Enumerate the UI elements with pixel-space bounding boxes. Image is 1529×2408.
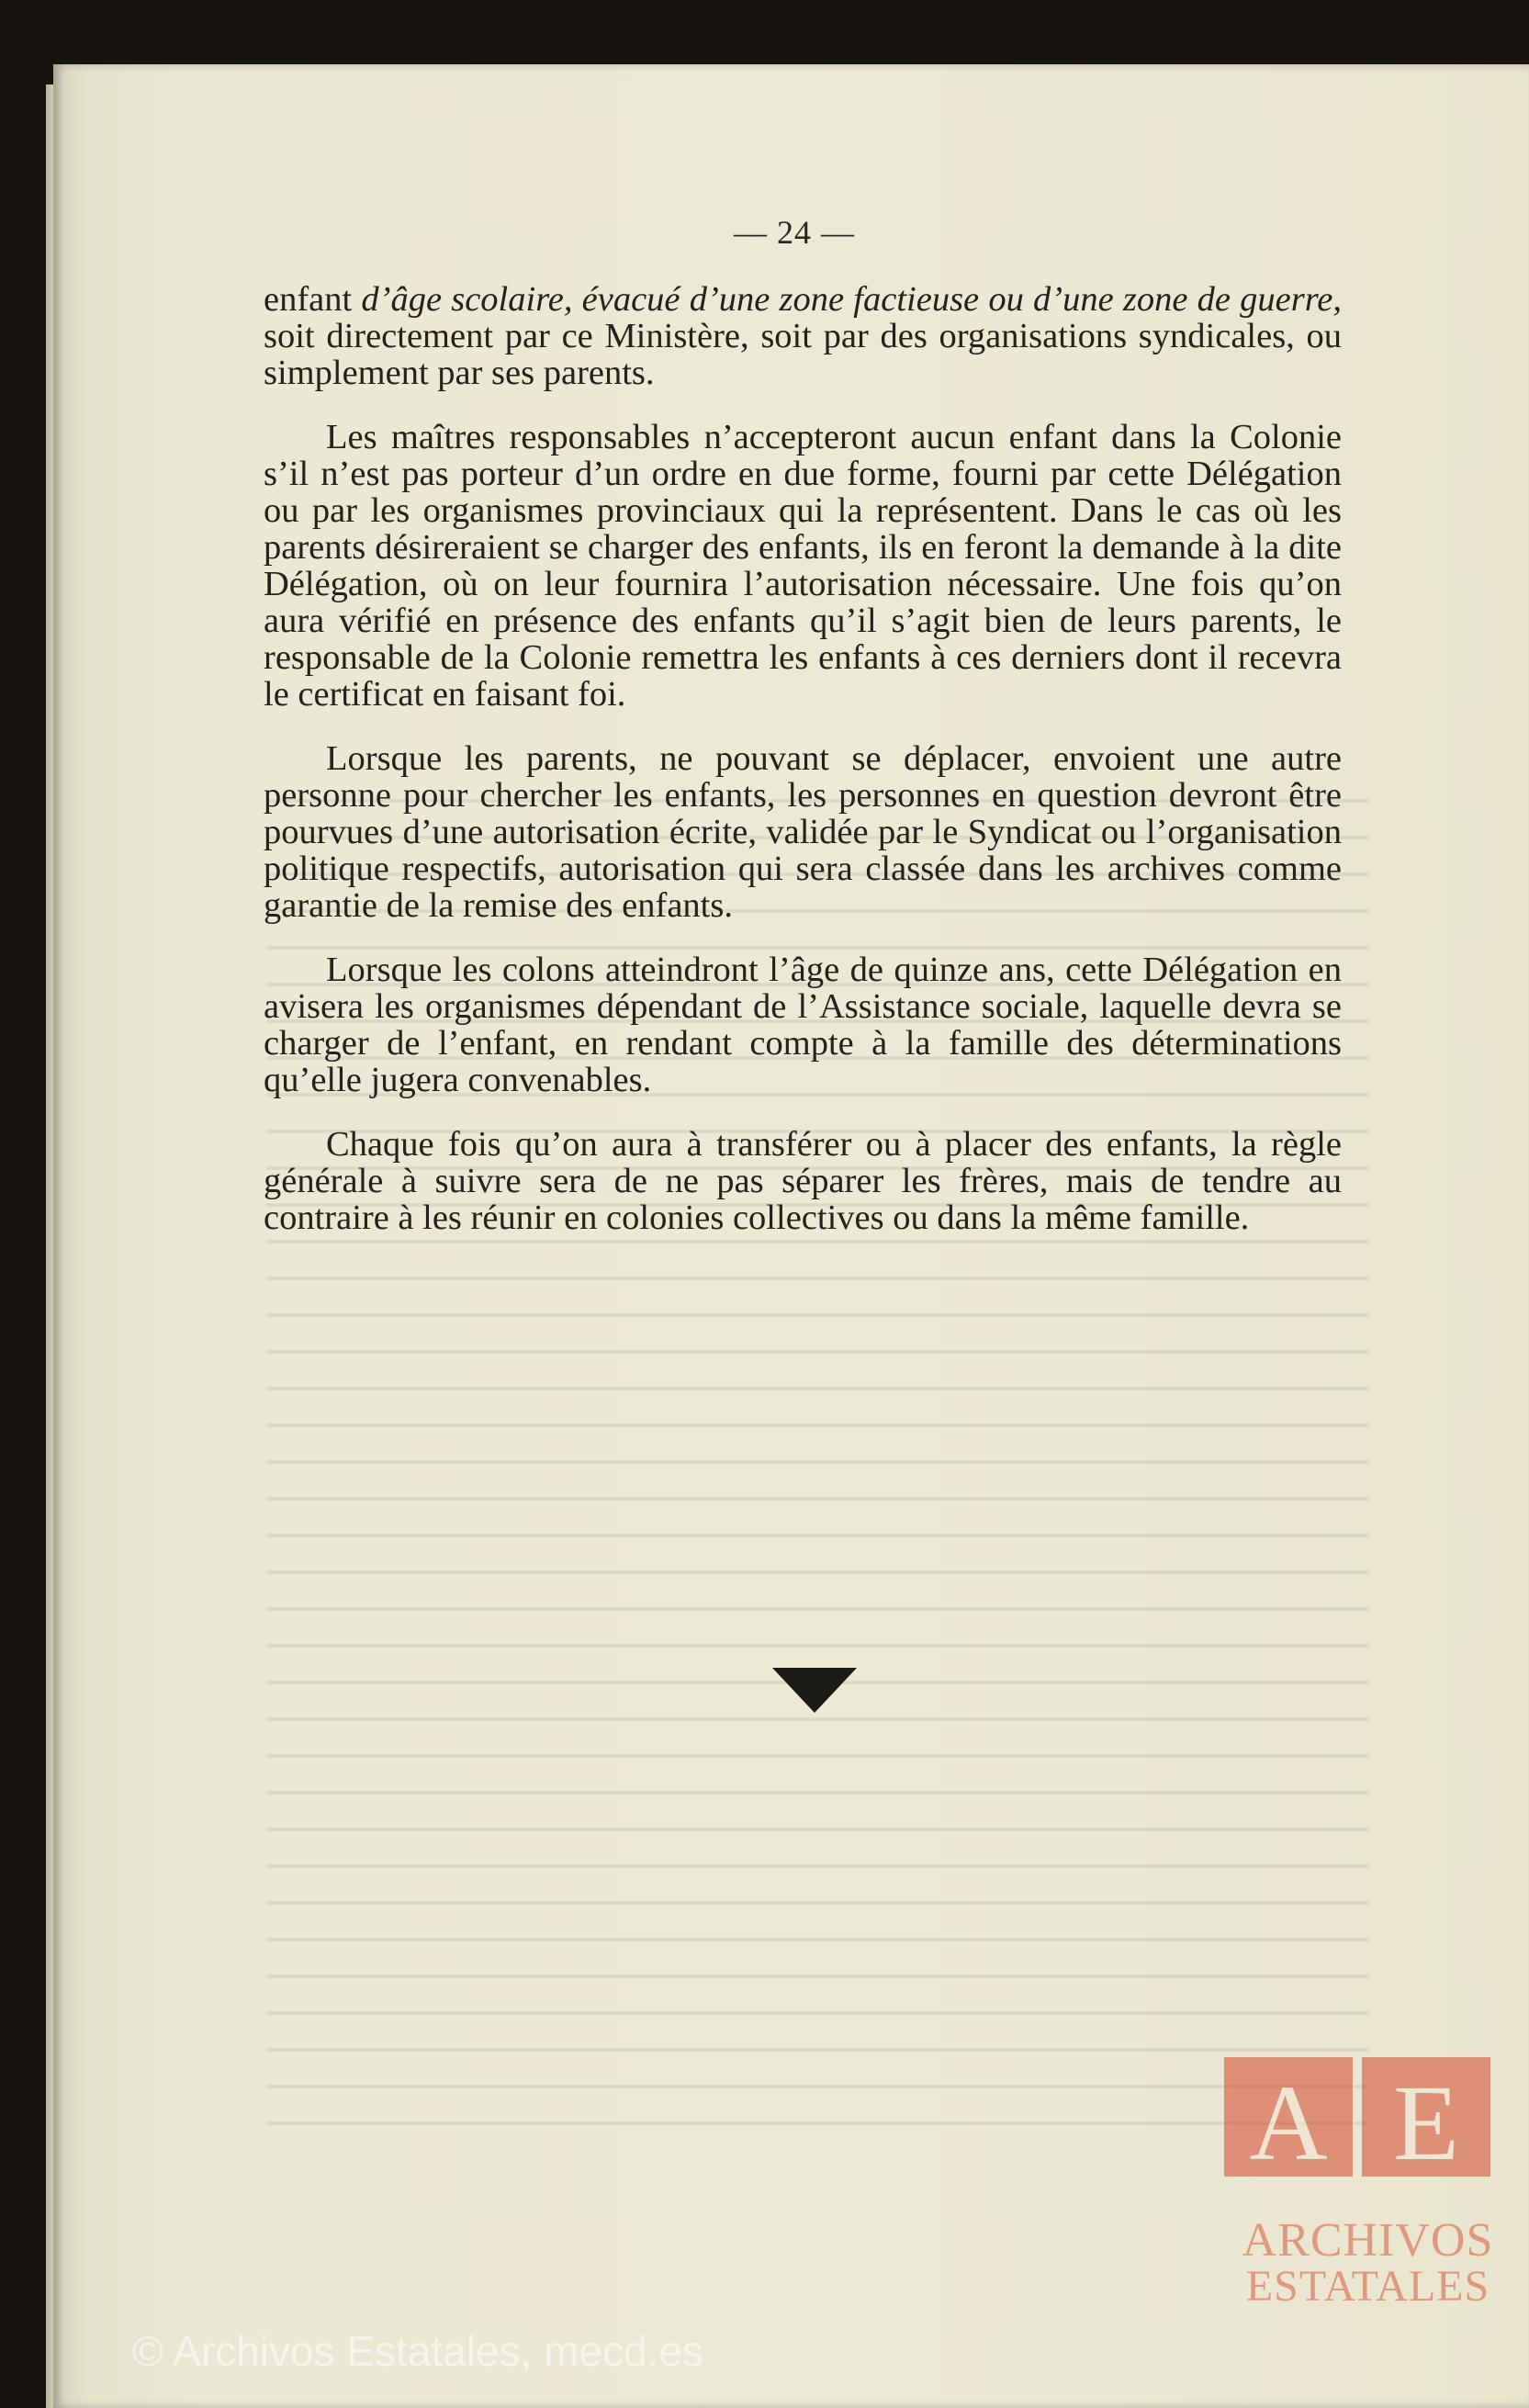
page-number: — 24 — bbox=[734, 214, 855, 251]
paragraph-2: Les maîtres responsables n’accepteront aucun enfant dans la Colonie s’il n’est pas porteur d’un ordre en due forme, fourni par cette Délégation ou par les organismes provinciaux qui la représentent. Dans le cas où les parents désireraient se charger des enfants, ils en feront la demande à la dite Délégation, où on leur fournira l’autorisation nécessaire. Une fois qu’on aura vérifié en présence des enfants qu’il s’agit bien de leurs parents, le responsable de la Colonie remettra les enfants à ces derniers dont il recevra le certificat en faisant foi. bbox=[264, 418, 1342, 714]
archivos-estatales-logo bbox=[1224, 2048, 1512, 2360]
logo-line-2: ESTATALES bbox=[1245, 2262, 1490, 2311]
copyright-watermark: © Archivos Estatales, mecd.es bbox=[132, 2327, 703, 2375]
paragraph-4: Lorsque les colons atteindront l’âge de quinze ans, cette Délégation en avisera les organismes dépendant de l’Assistance sociale, laquelle devra se charger de l’enfant, en rendant compte à la famille des déterminations qu’elle jugera convenables. bbox=[264, 951, 1342, 1099]
paragraph-1-lead: enfant bbox=[264, 280, 362, 319]
paragraph-1 bbox=[264, 281, 1342, 391]
logo-line-1: ARCHIVOS bbox=[1242, 2214, 1494, 2267]
logo-letter-e: E bbox=[1392, 2063, 1460, 2183]
logo-letter-a: A bbox=[1249, 2063, 1328, 2183]
paragraph-3: Lorsque les parents, ne pouvant se déplacer, envoient une autre personne pour chercher les enfants, les personnes en question devront être pourvues d’une autorisation écrite, validée par le Syndicat ou l’organisation politique respectifs, autorisation qui sera classée dans les archives comme garantie de la remise des enfants. bbox=[264, 739, 1342, 925]
paragraph-5: Chaque fois qu’on aura à transférer ou à placer des enfants, la règle générale à suivre sera de ne pas séparer les frères, mais de tendre au contraire à les réunir en colonies collectives ou dans la même famille. bbox=[264, 1125, 1342, 1237]
body-text bbox=[264, 281, 1342, 1264]
paragraph-1-rest: soit directement par ce Ministère, soit par des organisations syndicales, ou simplement par ses parents. bbox=[264, 317, 1342, 392]
end-ornament-triangle bbox=[772, 1668, 857, 1713]
paragraph-1-italic: d’âge scolaire, évacué d’une zone factieuse ou d’une zone de guerre, bbox=[361, 280, 1342, 319]
